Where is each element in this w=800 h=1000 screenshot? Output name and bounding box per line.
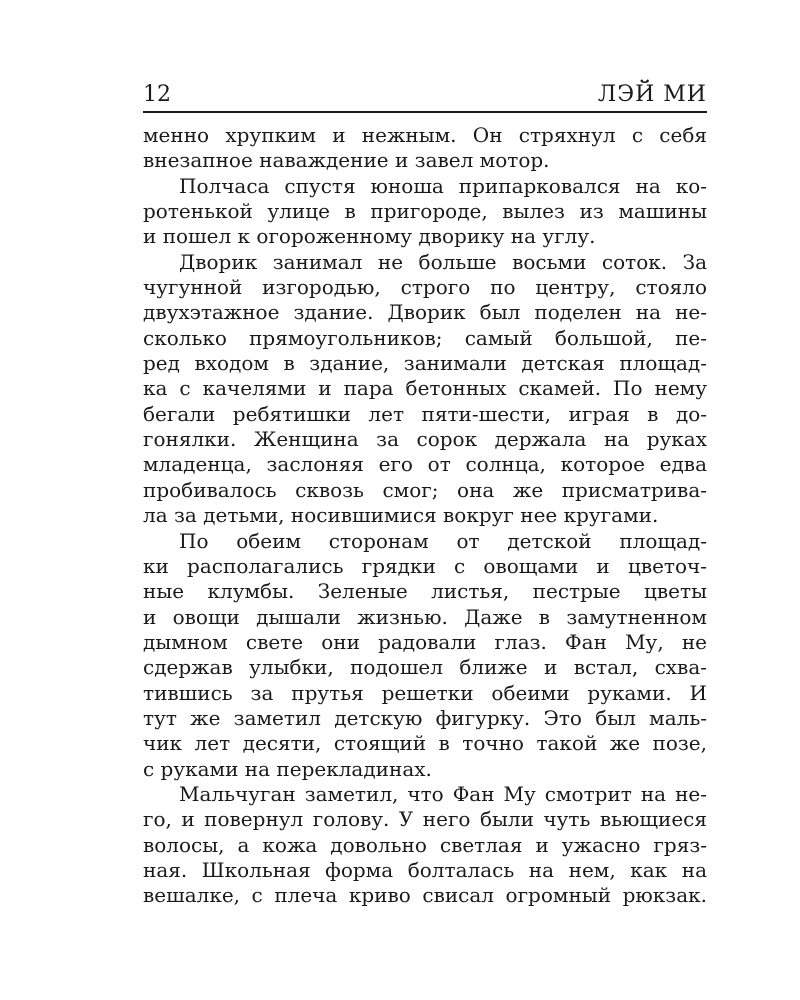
text-line: чик лет десяти, стоящий в точно такой же позе,	[143, 731, 707, 756]
text-line: ротенькой улице в пригороде, вылез из машины	[143, 199, 707, 224]
text-line: Полчаса спустя юноша припарковался на ко-	[179, 173, 707, 198]
text-line: младенца, заслоняя его от солнца, которое едва	[143, 452, 707, 477]
text-line: ки располагались грядки с овощами и цветоч-	[143, 553, 707, 578]
text-line: ка с качелями и пара бетонных скамей. По нему	[143, 376, 707, 401]
text-line: сдержав улыбки, подошел ближе и встал, схва-	[143, 655, 707, 680]
header-rule	[143, 111, 707, 113]
text-line: Дворик занимал не больше восьми соток. За	[179, 249, 707, 274]
running-head	[143, 80, 707, 110]
text-line: с руками на перекладинах.	[143, 756, 432, 781]
text-line: тут же заметил детскую фигурку. Это был маль-	[143, 705, 707, 730]
text-line: Мальчуган заметил, что Фан Му смотрит на не-	[179, 781, 707, 806]
text-line: По обеим сторонам от детской площад-	[179, 528, 707, 553]
running-head-author: ЛЭЙ МИ	[597, 82, 707, 107]
text-line: пробивалось сквозь смог; она же присматрива-	[143, 477, 707, 502]
text-line: внезапное наваждение и завел мотор.	[143, 148, 550, 173]
text-line: тившись за прутья решетки обеими руками. И	[143, 680, 707, 705]
text-line: чугунной изгородью, строго по центру, стояло	[143, 275, 707, 300]
text-line: ред входом в здание, занимали детская площад-	[143, 351, 707, 376]
text-line: и пошел к огороженному дворику на углу.	[143, 224, 596, 249]
text-line: ные клумбы. Зеленые листья, пестрые цветы	[143, 579, 707, 604]
text-line: двухэтажное здание. Дворик был поделен на не-	[143, 300, 707, 325]
text-line: и овощи дышали жизнью. Даже в замутненном	[143, 604, 707, 629]
text-line: вешалке, с плеча криво свисал огромный рюкзак.	[143, 883, 707, 908]
text-line: гонялки. Женщина за сорок держала на руках	[143, 427, 707, 452]
text-line: менно хрупким и нежным. Он стряхнул с себя	[143, 123, 707, 147]
body-text	[143, 123, 707, 909]
text-line: го, и повернул голову. У него были чуть вьющиеся	[143, 807, 707, 832]
text-line: сколько прямоугольников; самый большой, пе-	[143, 325, 707, 350]
text-line: ла за детьми, носившимися вокруг нее кругами.	[143, 503, 659, 528]
text-line: ная. Школьная форма болталась на нем, как на	[143, 857, 707, 882]
text-line: дымном свете они радовали глаз. Фан Му, не	[143, 629, 707, 654]
text-line: бегали ребятишки лет пяти-шести, играя в до-	[143, 401, 707, 426]
page-number: 12	[143, 82, 171, 107]
text-line: волосы, а кожа довольно светлая и ужасно гряз-	[143, 832, 707, 857]
